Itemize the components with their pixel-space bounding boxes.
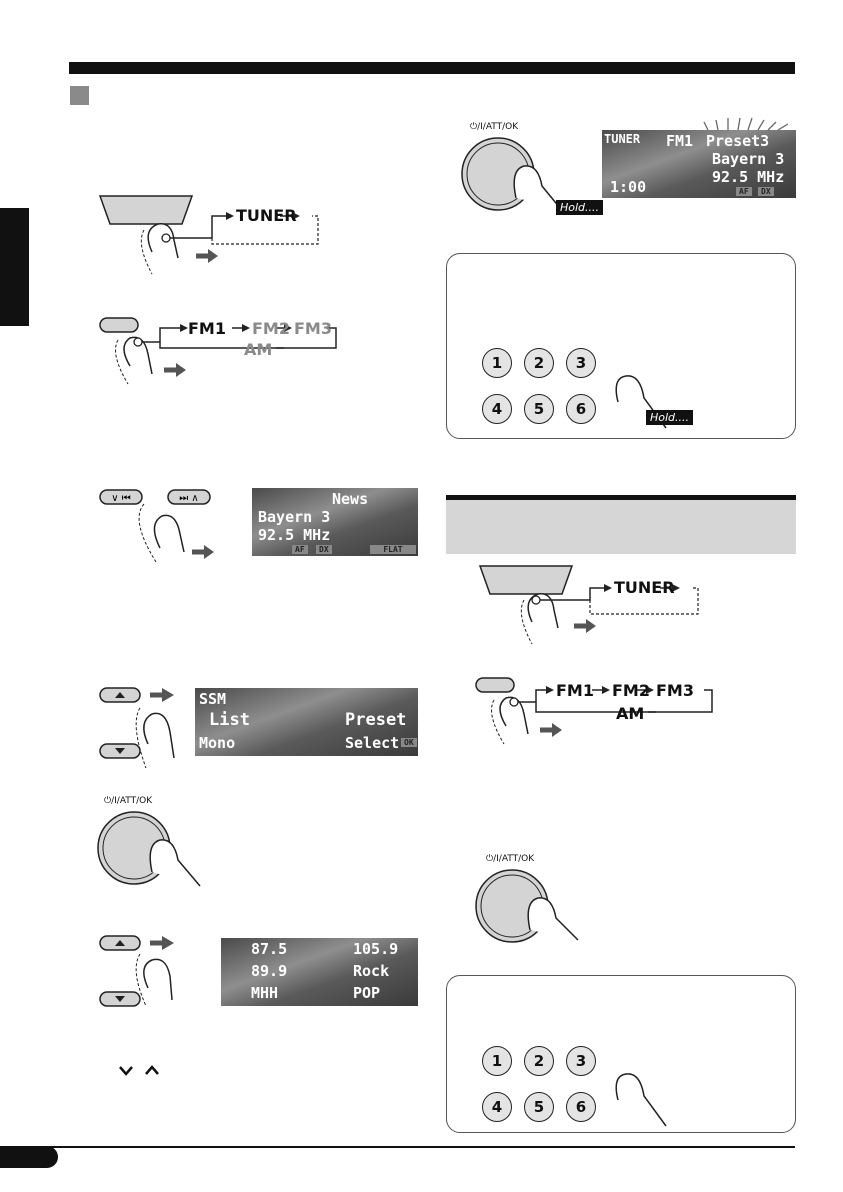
preset-button-1[interactable]: 1 xyxy=(482,348,512,378)
band-fm2: FM2 xyxy=(252,319,290,338)
preset-button-3b[interactable]: 3 xyxy=(566,1046,596,1076)
lcd-menu-ssm: SSM xyxy=(199,690,227,708)
lcd-list-r2c1: 89.9 xyxy=(251,962,288,980)
lcd-af: AF xyxy=(292,545,308,554)
source-button-diagram-2 xyxy=(480,566,710,646)
knob-label-2: ⏻/I/ATT/OK xyxy=(470,122,519,132)
tuner-label: TUNER xyxy=(236,206,297,225)
band-button-diagram-2 xyxy=(476,678,726,748)
preset-button-6[interactable]: 6 xyxy=(566,394,596,424)
lcd-af-2: AF xyxy=(736,187,752,196)
search-buttons-icon xyxy=(100,490,240,562)
preset-button-4b[interactable]: 4 xyxy=(482,1092,512,1122)
lcd-dx: DX xyxy=(316,545,332,554)
updown-buttons-diagram-2 xyxy=(100,936,190,1006)
band-am: AM xyxy=(244,340,273,359)
chevron-down-up-icon xyxy=(118,1064,166,1078)
lcd-list-r3c1: MHH xyxy=(251,984,279,1002)
lcd-pty: News xyxy=(332,490,369,508)
lcd-preset-store-display xyxy=(602,130,796,198)
preset-button-5[interactable]: 5 xyxy=(524,394,554,424)
lcd-band: FM1 xyxy=(666,132,694,150)
tuner-label-2: TUNER xyxy=(614,578,675,597)
lcd-menu-mono: Mono xyxy=(199,734,236,752)
lcd-search-display xyxy=(252,488,418,556)
lcd-tuner: TUNER xyxy=(604,132,641,146)
lcd-menu-preset: Preset xyxy=(345,710,407,730)
lcd-list-r1c2: 105.9 xyxy=(353,940,399,958)
band-fm3-2: FM3 xyxy=(656,681,694,700)
preset-button-5b[interactable]: 5 xyxy=(524,1092,554,1122)
lcd-time: 1:00 xyxy=(610,178,647,196)
language-tab xyxy=(0,208,29,326)
lcd-list-r2c2: Rock xyxy=(353,962,390,980)
preset-button-3[interactable]: 3 xyxy=(566,348,596,378)
search-buttons-diagram xyxy=(100,490,240,562)
lcd-station: Bayern 3 xyxy=(258,508,331,526)
section-header-bar xyxy=(446,495,796,554)
knob-label-3: ⏻/I/ATT/OK xyxy=(486,854,535,864)
control-knob-diagram-3 xyxy=(474,866,594,946)
blink-rays-icon xyxy=(700,110,800,132)
lcd-list-display xyxy=(221,938,418,1006)
svg-text:⏭ ∧: ⏭ ∧ xyxy=(179,493,199,504)
control-knob-icon-3 xyxy=(474,866,594,946)
section-marker xyxy=(70,86,89,105)
band-fm1-2: FM1 xyxy=(556,681,594,700)
bottom-rule xyxy=(0,1146,795,1148)
lcd-list-r3c2: POP xyxy=(353,984,381,1002)
lcd-list-r1c1: 87.5 xyxy=(251,940,288,958)
lcd-menu-ok: OK xyxy=(401,738,417,747)
hold-badge-2: Hold.... xyxy=(646,410,693,425)
lcd-menu-list: List xyxy=(209,710,250,730)
band-fm2-2: FM2 xyxy=(612,681,650,700)
lcd-freq-2: 92.5 MHz xyxy=(712,168,785,186)
control-knob-icon xyxy=(98,808,208,888)
knob-label-1: ⏻/I/ATT/OK xyxy=(104,796,153,806)
preset-button-1b[interactable]: 1 xyxy=(482,1046,512,1076)
lcd-menu-select: Select xyxy=(345,734,400,752)
lcd-dx-2: DX xyxy=(758,187,774,196)
updown-buttons-diagram-1 xyxy=(100,688,190,778)
source-button-diagram-1 xyxy=(100,196,330,276)
control-knob-diagram-1 xyxy=(98,808,208,888)
lcd-flat: FLAT xyxy=(370,545,416,554)
source-button-icon-2 xyxy=(480,566,710,646)
lcd-station-2: Bayern 3 xyxy=(712,150,785,168)
band-fm1: FM1 xyxy=(188,319,226,338)
hold-badge-1: Hold.... xyxy=(556,200,603,215)
preset-button-2b[interactable]: 2 xyxy=(524,1046,554,1076)
lcd-freq: 92.5 MHz xyxy=(258,526,331,544)
top-rule xyxy=(69,62,795,74)
finger-icon-2 xyxy=(606,1070,686,1130)
band-am-2: AM xyxy=(616,704,645,723)
band-fm3: FM3 xyxy=(294,319,332,338)
preset-button-4[interactable]: 4 xyxy=(482,394,512,424)
preset-button-2[interactable]: 2 xyxy=(524,348,554,378)
band-button-diagram-1 xyxy=(100,318,350,388)
page-number-tab xyxy=(0,1146,58,1168)
lcd-menu-display xyxy=(195,688,418,756)
updown-buttons-icon-2 xyxy=(100,936,190,1006)
preset-button-6b[interactable]: 6 xyxy=(566,1092,596,1122)
lcd-preset: Preset3 xyxy=(706,132,770,150)
updown-buttons-icon xyxy=(100,688,190,778)
svg-text:∨ ⏮: ∨ ⏮ xyxy=(111,493,131,504)
